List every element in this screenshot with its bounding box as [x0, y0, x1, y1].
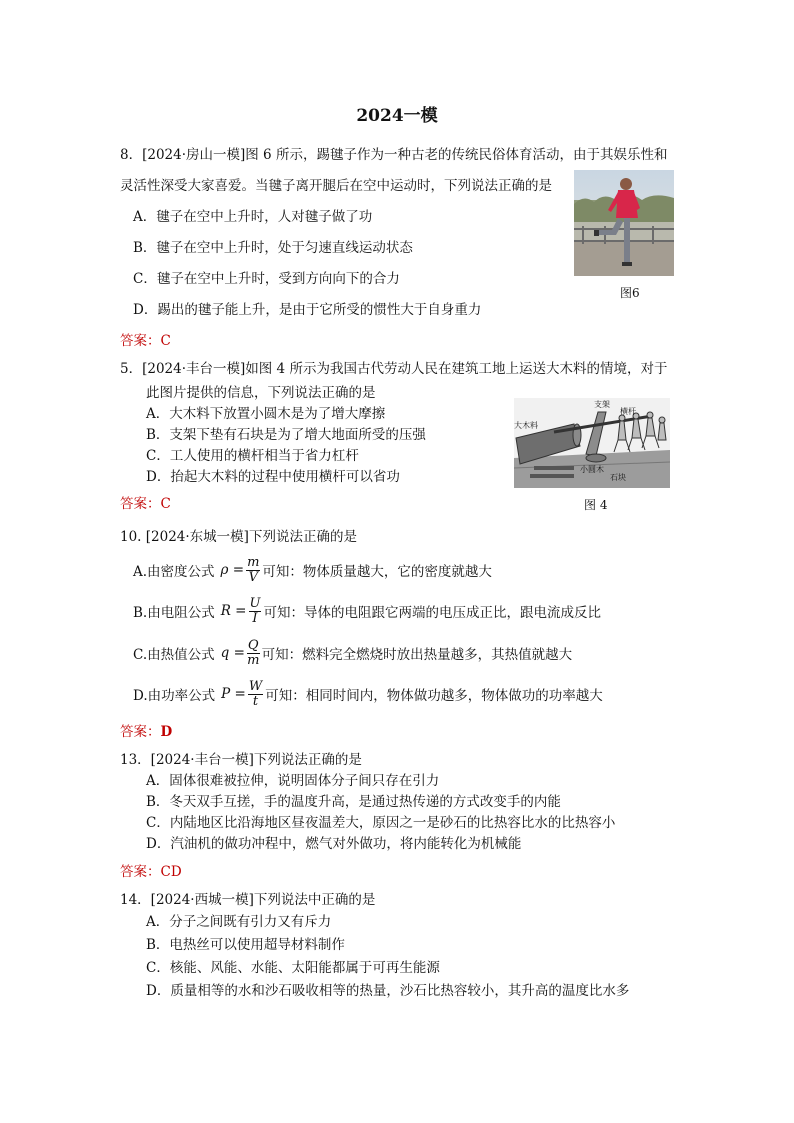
formula-lhs: P [221, 686, 231, 702]
q5-option-a: A．大木料下放置小圆木是为了增大摩擦 [146, 406, 386, 422]
formula-fraction [247, 639, 260, 668]
q10-option-b: B.由电阻公式 R = $\frac{U}{I}$ 可知：导体的电阻跟它两端的电压成正比，跟电流成反比 [133, 595, 601, 626]
q13-option-c: C．内陆地区比沿海地区昼夜温差大，原因之一是砂石的比热容比水的比热容小 [146, 815, 616, 831]
q14-option-c: C．核能、风能、水能、太阳能都属于可再生能源 [146, 960, 440, 976]
answer-value: C [160, 333, 171, 349]
q13-stem: 13．[2024·丰台一模]下列说法正确的是 [120, 752, 362, 768]
label-lever: 横杆 [620, 407, 636, 416]
label-roller: 小圆木 [580, 465, 604, 474]
q10-stem: 10. [2024·东城一模]下列说法正确的是 [120, 529, 357, 545]
option-prefix: D.由功率公式 [133, 688, 216, 704]
answer-label: 答案： [120, 496, 161, 512]
q8-stem-line2: 灵活性深受大家喜爱。当毽子离开腿后在空中运动时，下列说法正确的是 [120, 178, 552, 194]
denominator: I [252, 610, 258, 626]
answer-label: 答案： [120, 333, 161, 349]
formula-fraction [249, 597, 262, 626]
answer-value: D [160, 724, 173, 740]
q5-option-d: D．抬起大木料的过程中使用横杆可以省功 [146, 469, 400, 485]
timber-lever-illustration [514, 398, 670, 488]
numerator: m [247, 554, 260, 570]
answer-value: C [160, 496, 171, 512]
formula-fraction [246, 556, 260, 585]
denominator: V [248, 569, 258, 585]
q13-option-a: A．固体很难被拉伸，说明固体分子间只存在引力 [146, 773, 440, 789]
option-prefix: B.由电阻公式 [133, 605, 215, 621]
option-prefix: A.由密度公式 [133, 564, 215, 580]
option-suffix: 可知：相同时间内，物体做功越多，物体做功的功率越大 [265, 688, 603, 704]
q5-option-c: C．工人使用的横杆相当于省力杠杆 [146, 448, 359, 464]
q13-option-d: D．汽油机的做功冲程中，燃气对外做功，将内能转化为机械能 [146, 836, 522, 852]
formula-lhs: q [220, 645, 230, 661]
q13-answer [120, 862, 182, 882]
figure-6-caption: 图6 [620, 286, 640, 300]
q14-option-d: D．质量相等的水和沙石吸收相等的热量，沙石比热容较小，其升高的温度比水多 [146, 983, 630, 999]
q14-option-b: B．电热丝可以使用超导材料制作 [146, 937, 345, 953]
formula-lhs: ρ [220, 562, 229, 578]
q8-option-d: D．踢出的毽子能上升，是由于它所受的惯性大于自身重力 [133, 302, 482, 318]
numerator: Q [247, 637, 259, 653]
q8-stem-line1: 8．[2024·房山一模]图 6 所示，踢毽子作为一种古老的传统民俗体育活动，由于其娱乐性和 [120, 147, 668, 163]
shuttlecock-kicking-photo [574, 170, 674, 276]
option-suffix: 可知：燃料完全燃烧时放出热量越多，其热值就越大 [261, 647, 573, 663]
label-support: 支架 [594, 400, 610, 409]
answer-label: 答案： [120, 864, 161, 880]
q14-option-a: A．分子之间既有引力又有斥力 [146, 914, 332, 930]
formula-lhs: R [220, 603, 231, 619]
numerator: W [248, 678, 263, 694]
q10-option-d: D.由功率公式 P = $\frac{W}{t}$ 可知：相同时间内，物体做功越多，物体做功的功率越大 [133, 678, 603, 709]
label-stone: 石块 [610, 473, 626, 482]
q5-answer [120, 494, 171, 514]
formula-fraction [248, 680, 263, 709]
denominator: m [247, 652, 260, 668]
page-title: 2024一模 [356, 106, 438, 126]
q10-answer [120, 722, 172, 742]
q13-option-b: B．冬天双手互搓，手的温度升高，是通过热传递的方式改变手的内能 [146, 794, 561, 810]
option-suffix: 可知：导体的电阻跟它两端的电压成正比，跟电流成反比 [263, 605, 601, 621]
answer-value: CD [160, 864, 182, 880]
option-suffix: 可知：物体质量越大，它的密度就越大 [262, 564, 492, 580]
q8-option-b: B．毽子在空中上升时，处于匀速直线运动状态 [133, 240, 413, 256]
q5-stem-line1: 5．[2024·丰台一模]如图 4 所示为我国古代劳动人民在建筑工地上运送大木料的情境，对于 [120, 361, 668, 377]
q5-stem-line2: 此图片提供的信息，下列说法正确的是 [146, 385, 376, 401]
q14-stem: 14．[2024·西城一模]下列说法中正确的是 [120, 892, 376, 908]
answer-label: 答案： [120, 724, 161, 740]
figure-4-caption: 图 4 [584, 498, 608, 512]
denominator: t [252, 693, 259, 709]
q8-option-a: A．毽子在空中上升时，人对毽子做了功 [133, 209, 373, 225]
q10-option-a: A.由密度公式 ρ = $\frac{m}{V}$ 可知：物体质量越大，它的密度就越大 [133, 554, 492, 585]
q8-answer [120, 331, 171, 351]
numerator: U [249, 595, 261, 611]
option-prefix: C.由热值公式 [133, 647, 215, 663]
q10-option-c: C.由热值公式 q = $\frac{Q}{m}$ 可知：燃料完全燃烧时放出热量越多，其热值就越大 [133, 637, 573, 668]
q5-option-b: B．支架下垫有石块是为了增大地面所受的压强 [146, 427, 426, 443]
label-timber: 大木料 [514, 421, 538, 430]
q8-option-c: C．毽子在空中上升时，受到方向向下的合力 [133, 271, 400, 287]
